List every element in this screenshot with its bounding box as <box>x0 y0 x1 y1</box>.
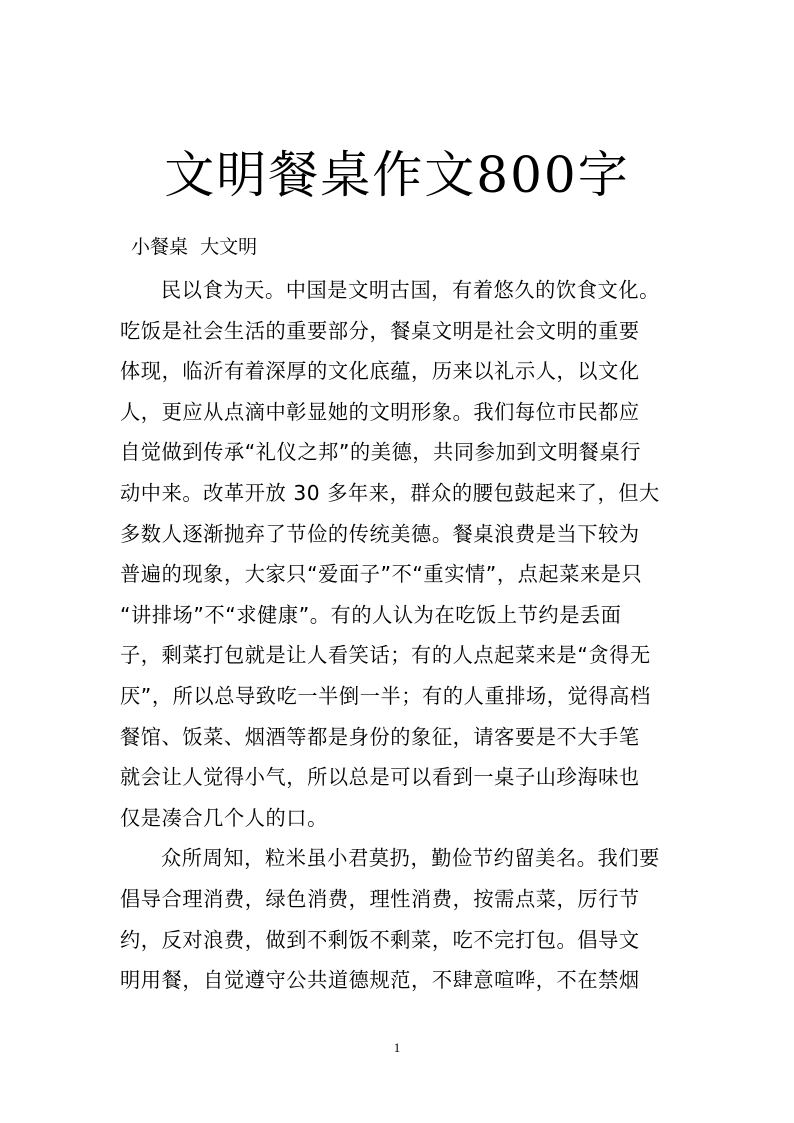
body-line: 自觉做到传承“礼仪之邦”的美德，共同参加到文明餐桌行 <box>120 440 642 465</box>
body-line: 约，反对浪费，做到不剩饭不剩菜，吃不完打包。倡导文 <box>120 927 640 952</box>
page-number: 1 <box>393 1040 401 1055</box>
body-line: 就会让人觉得小气，所以总是可以看到一桌子山珍海味也 <box>120 765 640 790</box>
body-line: 明用餐，自觉遵守公共道德规范，不肆意喧哗，不在禁烟 <box>120 968 640 993</box>
body-line: 倡导合理消费，绿色消费，理性消费，按需点菜，厉行节 <box>120 886 640 911</box>
body-line: 众所周知，粒米虽小君莫扔，勤俭节约留美名。我们要 <box>161 846 660 871</box>
body-line: “讲排场”不“求健康”。有的人认为在吃饭上节约是丢面 <box>120 602 622 627</box>
body-line: 民以食为天。中国是文明古国，有着悠久的饮食文化。 <box>161 278 660 302</box>
body-line: 多数人逐渐抛弃了节俭的传统美德。餐桌浪费是当下较为 <box>120 521 640 546</box>
body-line: 子，剩菜打包就是让人看笑话；有的人点起菜来是“贪得无 <box>120 643 651 668</box>
body-line: 厌”，所以总导致吃一半倒一半；有的人重排场，觉得高档 <box>120 683 651 708</box>
body-line: 仅是凑合几个人的口。 <box>120 805 328 830</box>
body-line: 吃饭是社会生活的重要部分，餐桌文明是社会文明的重要 <box>120 318 640 343</box>
body-line: 普遍的现象，大家只“爱面子”不“重实情”，点起菜来是只 <box>120 562 643 587</box>
body-line: 餐馆、饭菜、烟酒等都是身份的象征，请客要是不大手笔 <box>120 724 640 749</box>
document-subtitle: 小餐桌 大文明 <box>131 236 258 258</box>
document-body <box>120 270 680 1001</box>
body-line: 人，更应从点滴中彰显她的文明形象。我们每位市民都应 <box>120 399 640 424</box>
body-line: 动中来。改革开放 30 多年来，群众的腰包鼓起来了，但大 <box>120 480 660 505</box>
body-line: 体现，临沂有着深厚的文化底蕴，历来以礼示人，以文化 <box>120 359 640 384</box>
document-title: 文明餐桌作文800字 <box>164 146 630 204</box>
